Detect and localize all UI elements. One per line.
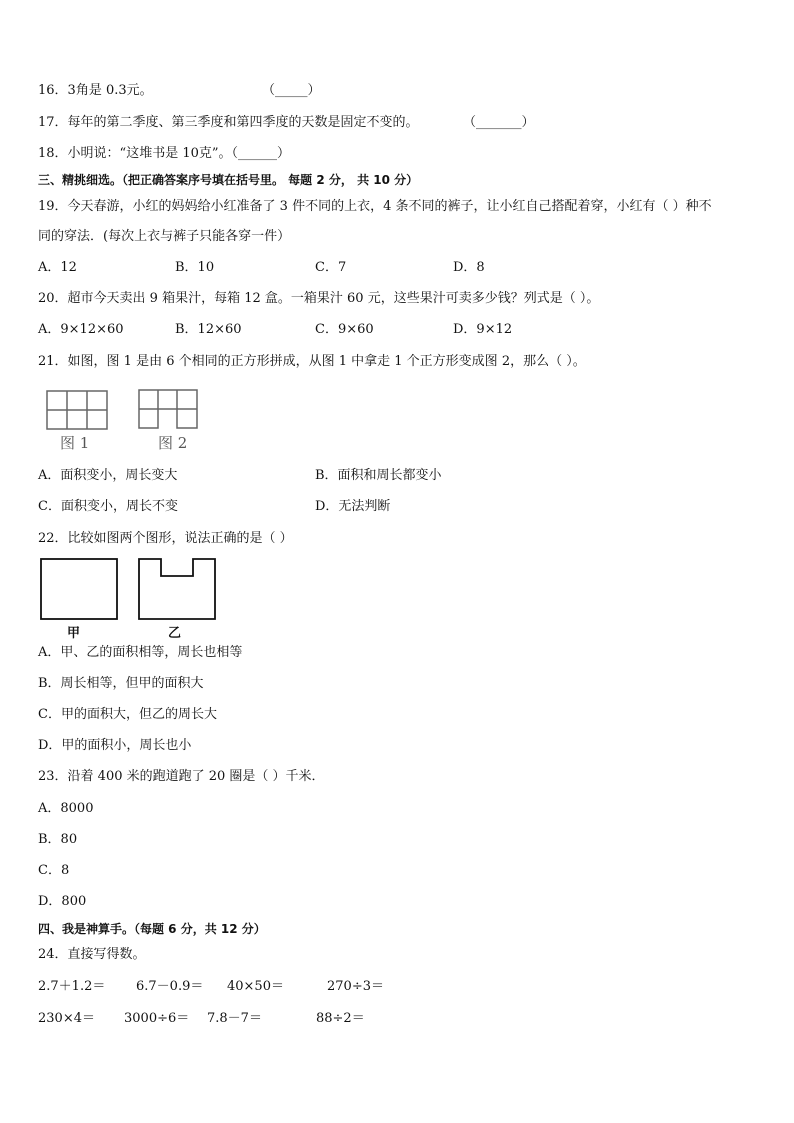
question-24: 24．直接写得数。 [38,947,146,962]
q19-option-a: A．12 [38,260,77,275]
q22-option-c: C．甲的面积大，但乙的周长大 [38,707,217,722]
q19-option-d: D．8 [453,260,485,275]
q24-item-2: 6.7－0.9＝ [136,979,204,994]
q19-option-c: C．7 [315,260,347,275]
figure-jia-rectangle [40,558,118,620]
q21-option-d: D．无法判断 [315,499,391,514]
q20-option-d: D．9×12 [453,322,513,337]
figure-1-caption: 图 1 [60,434,90,452]
q20-option-a: A．9×12×60 [38,322,124,337]
question-20: 20．超市今天卖出 9 箱果汁，每箱 12 盒。一箱果汁 60 元，这些果汁可卖多少钱？列式是（ ）。 [38,291,600,306]
q20-option-c: C．9×60 [315,322,374,337]
figure-yi-notched-rectangle [138,558,216,620]
answer-paren-17: （_______） [463,115,535,130]
q22-option-d: D．甲的面积小，周长也小 [38,738,192,753]
q23-option-a: A．8000 [38,801,94,816]
q24-item-8: 88÷2＝ [316,1011,365,1026]
q24-item-4: 270÷3＝ [327,979,384,994]
figure-jia-label: 甲 [67,626,81,641]
q19-option-b: B．10 [175,260,215,275]
figure-2-caption: 图 2 [158,434,188,452]
answer-paren-16: （_____） [262,83,321,98]
q24-item-7: 7.8－7＝ [207,1011,262,1026]
q21-option-b: B．面积和周长都变小 [315,468,442,483]
q23-option-d: D．800 [38,894,87,909]
q20-option-b: B．12×60 [175,322,242,337]
q22-option-a: A．甲、乙的面积相等，周长也相等 [38,645,243,660]
q24-item-5: 230×4＝ [38,1011,95,1026]
question-16: 16．3角是 0.3元。 [38,83,153,98]
q23-option-c: C．8 [38,863,70,878]
q24-item-6: 3000÷6＝ [124,1011,190,1026]
section-heading-4: 四、我是神算手。（每题 6 分，共 12 分） [38,922,266,936]
question-21: 21．如图，图 1 是由 6 个相同的正方形拼成，从图 1 中拿走 1 个正方形变成图 2，那么（ ）。 [38,354,586,369]
question-17: 17．每年的第二季度、第三季度和第四季度的天数是固定不变的。 [38,115,419,130]
figure-2-grid [138,389,200,431]
question-23: 23．沿着 400 米的跑道跑了 20 圈是（ ）千米． [38,769,325,784]
q24-item-3: 40×50＝ [227,979,284,994]
q21-option-a: A．面积变小，周长变大 [38,468,178,483]
question-19-line2: 同的穿法．(每次上衣与裤子只能各穿一件） [38,229,291,244]
question-18: 18．小明说：“这堆书是 10克”。（______） [38,146,291,161]
q23-option-b: B．80 [38,832,78,847]
q21-option-c: C．面积变小，周长不变 [38,499,178,514]
q24-item-1: 2.7＋1.2＝ [38,979,106,994]
question-19-line1: 19．今天春游，小红的妈妈给小红准备了 3 件不同的上衣，4 条不同的裤子，让小红自己搭配着穿，小红有（ ）种不 [38,199,712,214]
figure-1-grid [46,390,108,430]
question-22: 22．比较如图两个图形，说法正确的是（ ） [38,531,293,546]
section-heading-3: 三、精挑细选。（把正确答案序号填在括号里。 每题 2 分， 共 10 分） [38,173,419,187]
q22-option-b: B．周长相等，但甲的面积大 [38,676,204,691]
figure-yi-label: 乙 [168,626,182,641]
